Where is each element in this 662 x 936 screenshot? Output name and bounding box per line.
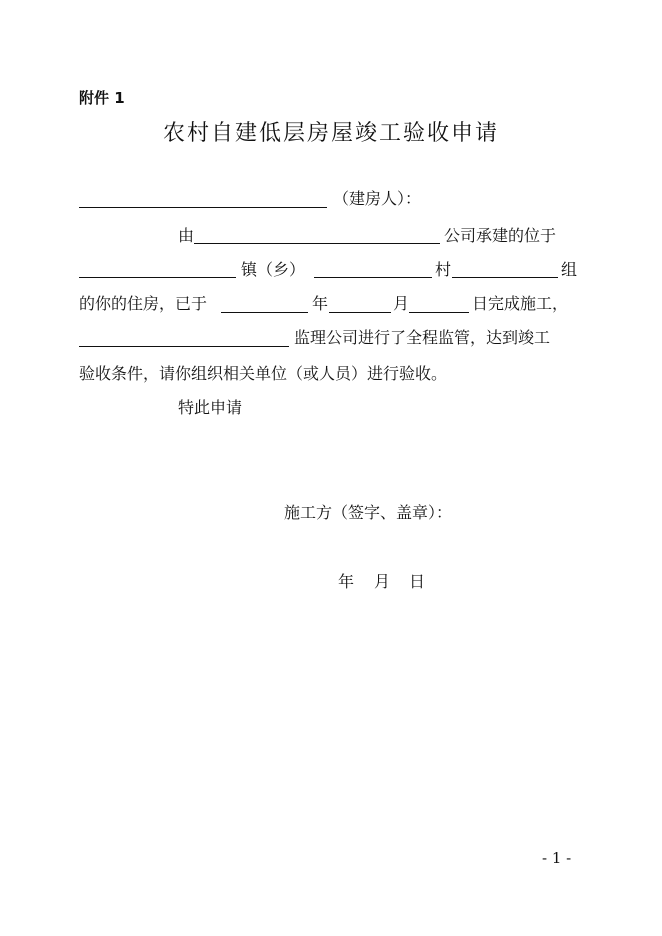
date-year-label: 年 — [338, 572, 355, 591]
line6-text: 验收条件，请你组织相关单位（或人员）进行验收。 — [79, 364, 448, 383]
supervisor-company-blank[interactable] — [79, 346, 289, 347]
line2-prefix: 由 — [178, 226, 195, 245]
month-label: 月 — [393, 294, 410, 313]
year-label: 年 — [312, 294, 329, 313]
builder-name-blank[interactable] — [79, 207, 327, 208]
line4-suffix: 日完成施工， — [472, 294, 569, 313]
date-day-label: 日 — [409, 572, 426, 591]
village-blank[interactable] — [314, 277, 432, 278]
page-number: - 1 - — [542, 849, 572, 867]
day-blank[interactable] — [409, 312, 469, 313]
page-title: 农村自建低层房屋竣工验收申请 — [162, 121, 499, 146]
town-blank[interactable] — [79, 277, 236, 278]
date-month-label: 月 — [374, 572, 391, 591]
company-name-blank[interactable] — [194, 243, 440, 244]
line5-suffix: 监理公司进行了全程监管，达到竣工 — [294, 328, 551, 347]
line2-suffix: 公司承建的位于 — [444, 226, 557, 245]
group-label: 组 — [561, 260, 578, 279]
group-blank[interactable] — [452, 277, 558, 278]
town-label: 镇（乡） — [241, 260, 306, 279]
month-blank[interactable] — [329, 312, 391, 313]
year-blank[interactable] — [221, 312, 308, 313]
line4-prefix: 的你的住房，已于 — [79, 294, 208, 313]
builder-suffix: （建房人）： — [333, 189, 422, 208]
signature-label: 施工方（签字、盖章）： — [284, 503, 453, 522]
village-label: 村 — [435, 260, 452, 279]
attachment-label: 附件 1 — [79, 89, 125, 107]
closing-text: 特此申请 — [178, 398, 243, 417]
